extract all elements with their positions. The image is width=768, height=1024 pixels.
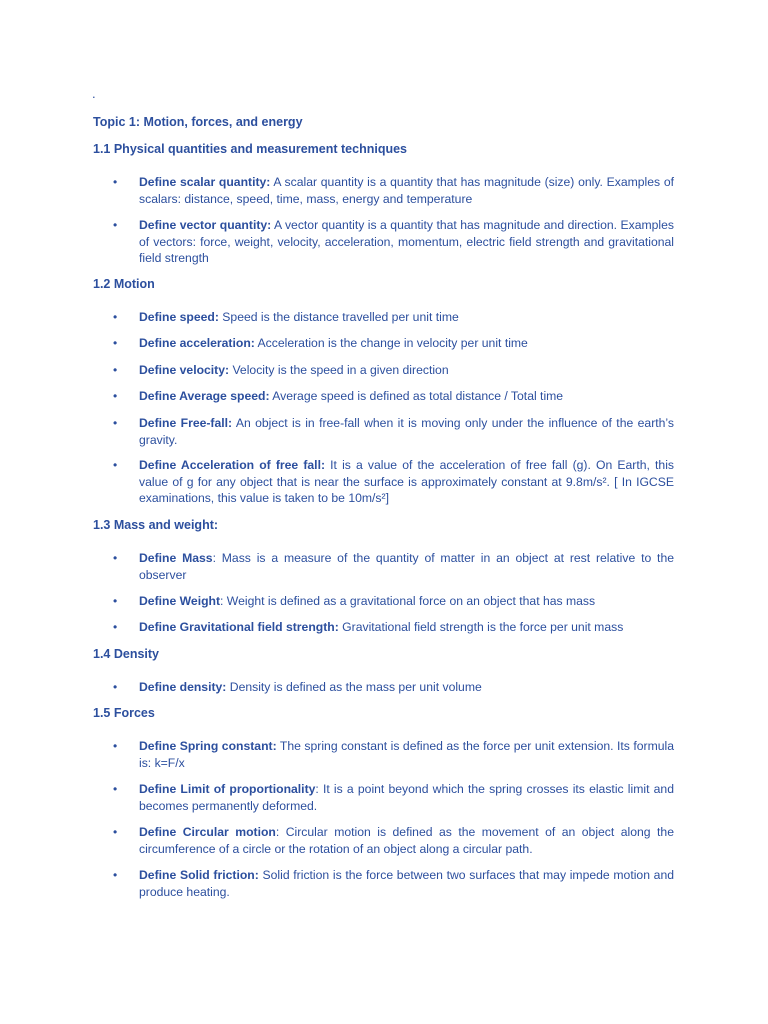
bullet-icon: • (113, 825, 118, 839)
definition-item (139, 335, 674, 352)
definition-text: Acceleration is the change in velocity per unit time (254, 336, 528, 350)
definition-item (139, 388, 674, 405)
bullet-icon: • (113, 620, 118, 634)
definition-term: Define scalar quantity: (139, 175, 271, 189)
definition-item (139, 824, 674, 857)
topic-title: Topic 1: Motion, forces, and energy (93, 115, 303, 129)
definition-text: : Mass is a measure of the quantity of matter in an object at rest relative to the observer (139, 551, 674, 582)
bullet-icon: • (113, 594, 118, 608)
definition-term: Define Solid friction: (139, 868, 259, 882)
definition-text: Solid friction is the force between two surfaces that may impede motion and produce heating. (139, 868, 675, 899)
definition-term: Define speed: (139, 310, 219, 324)
definition-item (139, 593, 674, 610)
definition-term: Define Average speed: (139, 389, 270, 403)
definition-text: : It is a point beyond which the spring crosses its elastic limit and becomes permanently deformed. (139, 782, 674, 813)
definition-item (139, 217, 674, 267)
section-heading: 1.5 Forces (93, 706, 155, 720)
definition-item (139, 415, 674, 448)
definition-text: The spring constant is defined as the force per unit extension. Its formula is: k=F/x (139, 739, 674, 770)
section-heading: 1.1 Physical quantities and measurement techniques (93, 142, 407, 156)
bullet-icon: • (113, 739, 118, 753)
bullet-icon: • (113, 416, 118, 430)
bullet-icon: • (113, 680, 118, 694)
definition-text: : Weight is defined as a gravitational force on an object that has mass (220, 594, 596, 608)
definition-term: Define vector quantity: (139, 218, 272, 232)
definition-text: Velocity is the speed in a given direction (229, 363, 449, 377)
definition-item (139, 679, 674, 696)
bullet-icon: • (113, 310, 118, 324)
definition-item (139, 867, 674, 900)
definition-term: Define Limit of proportionality (139, 782, 316, 796)
section-heading: 1.3 Mass and weight: (93, 518, 219, 532)
bullet-icon: • (113, 868, 118, 882)
definition-item (139, 738, 674, 771)
definition-term: Define density: (139, 680, 227, 694)
definition-term: Define Acceleration of free fall: (139, 458, 326, 472)
definition-term: Define Circular motion (139, 825, 276, 839)
definition-item (139, 174, 674, 207)
definition-text: : Circular motion is defined as the movement of an object along the circumference of a circle or the rotation of an object along a circular path. (139, 825, 674, 856)
definition-term: Define acceleration: (139, 336, 255, 350)
bullet-icon: • (113, 175, 118, 189)
definition-item (139, 309, 674, 326)
definition-term: Define Free-fall: (139, 416, 233, 430)
top-mark: . (92, 86, 96, 101)
definition-item (139, 457, 674, 507)
definition-item (139, 362, 674, 379)
definition-text: Density is defined as the mass per unit volume (226, 680, 482, 694)
definition-item (139, 550, 674, 583)
bullet-icon: • (113, 363, 118, 377)
bullet-icon: • (113, 336, 118, 350)
definition-text: Speed is the distance travelled per unit time (218, 310, 459, 324)
definition-text: A scalar quantity is a quantity that has magnitude (size) only. Examples of scalars: distance, speed, time, mass, energy and temperature (139, 175, 674, 206)
bullet-icon: • (113, 458, 118, 472)
definition-item (139, 619, 674, 636)
definition-text: It is a value of the acceleration of free fall (g). On Earth, this value of g for any object that is near the surface is approximately constant at 9.8m/s². [ In IGCSE examinations, this value is taken to be 10m/s²] (139, 458, 674, 505)
definition-term: Define Spring constant: (139, 739, 277, 753)
section-heading: 1.4 Density (93, 647, 160, 661)
bullet-icon: • (113, 389, 118, 403)
bullet-icon: • (113, 782, 118, 796)
definition-term: Define Weight (139, 594, 221, 608)
section-heading: 1.2 Motion (93, 277, 155, 291)
definition-term: Define Gravitational field strength: (139, 620, 339, 634)
definition-text: A vector quantity is a quantity that has magnitude and direction. Examples of vectors: force, weight, velocity, acceleration, momentum, electric field strength and gravitational field strength (139, 218, 674, 265)
definition-text: An object is in free-fall when it is moving only under the influence of the earth’s gravity. (139, 416, 674, 447)
bullet-icon: • (113, 551, 118, 565)
definition-term: Define velocity: (139, 363, 230, 377)
definition-item (139, 781, 674, 814)
bullet-icon: • (113, 218, 118, 232)
definition-term: Define Mass (139, 551, 213, 565)
definition-text: Gravitational field strength is the force per unit mass (338, 620, 624, 634)
definition-text: Average speed is defined as total distance / Total time (269, 389, 564, 403)
